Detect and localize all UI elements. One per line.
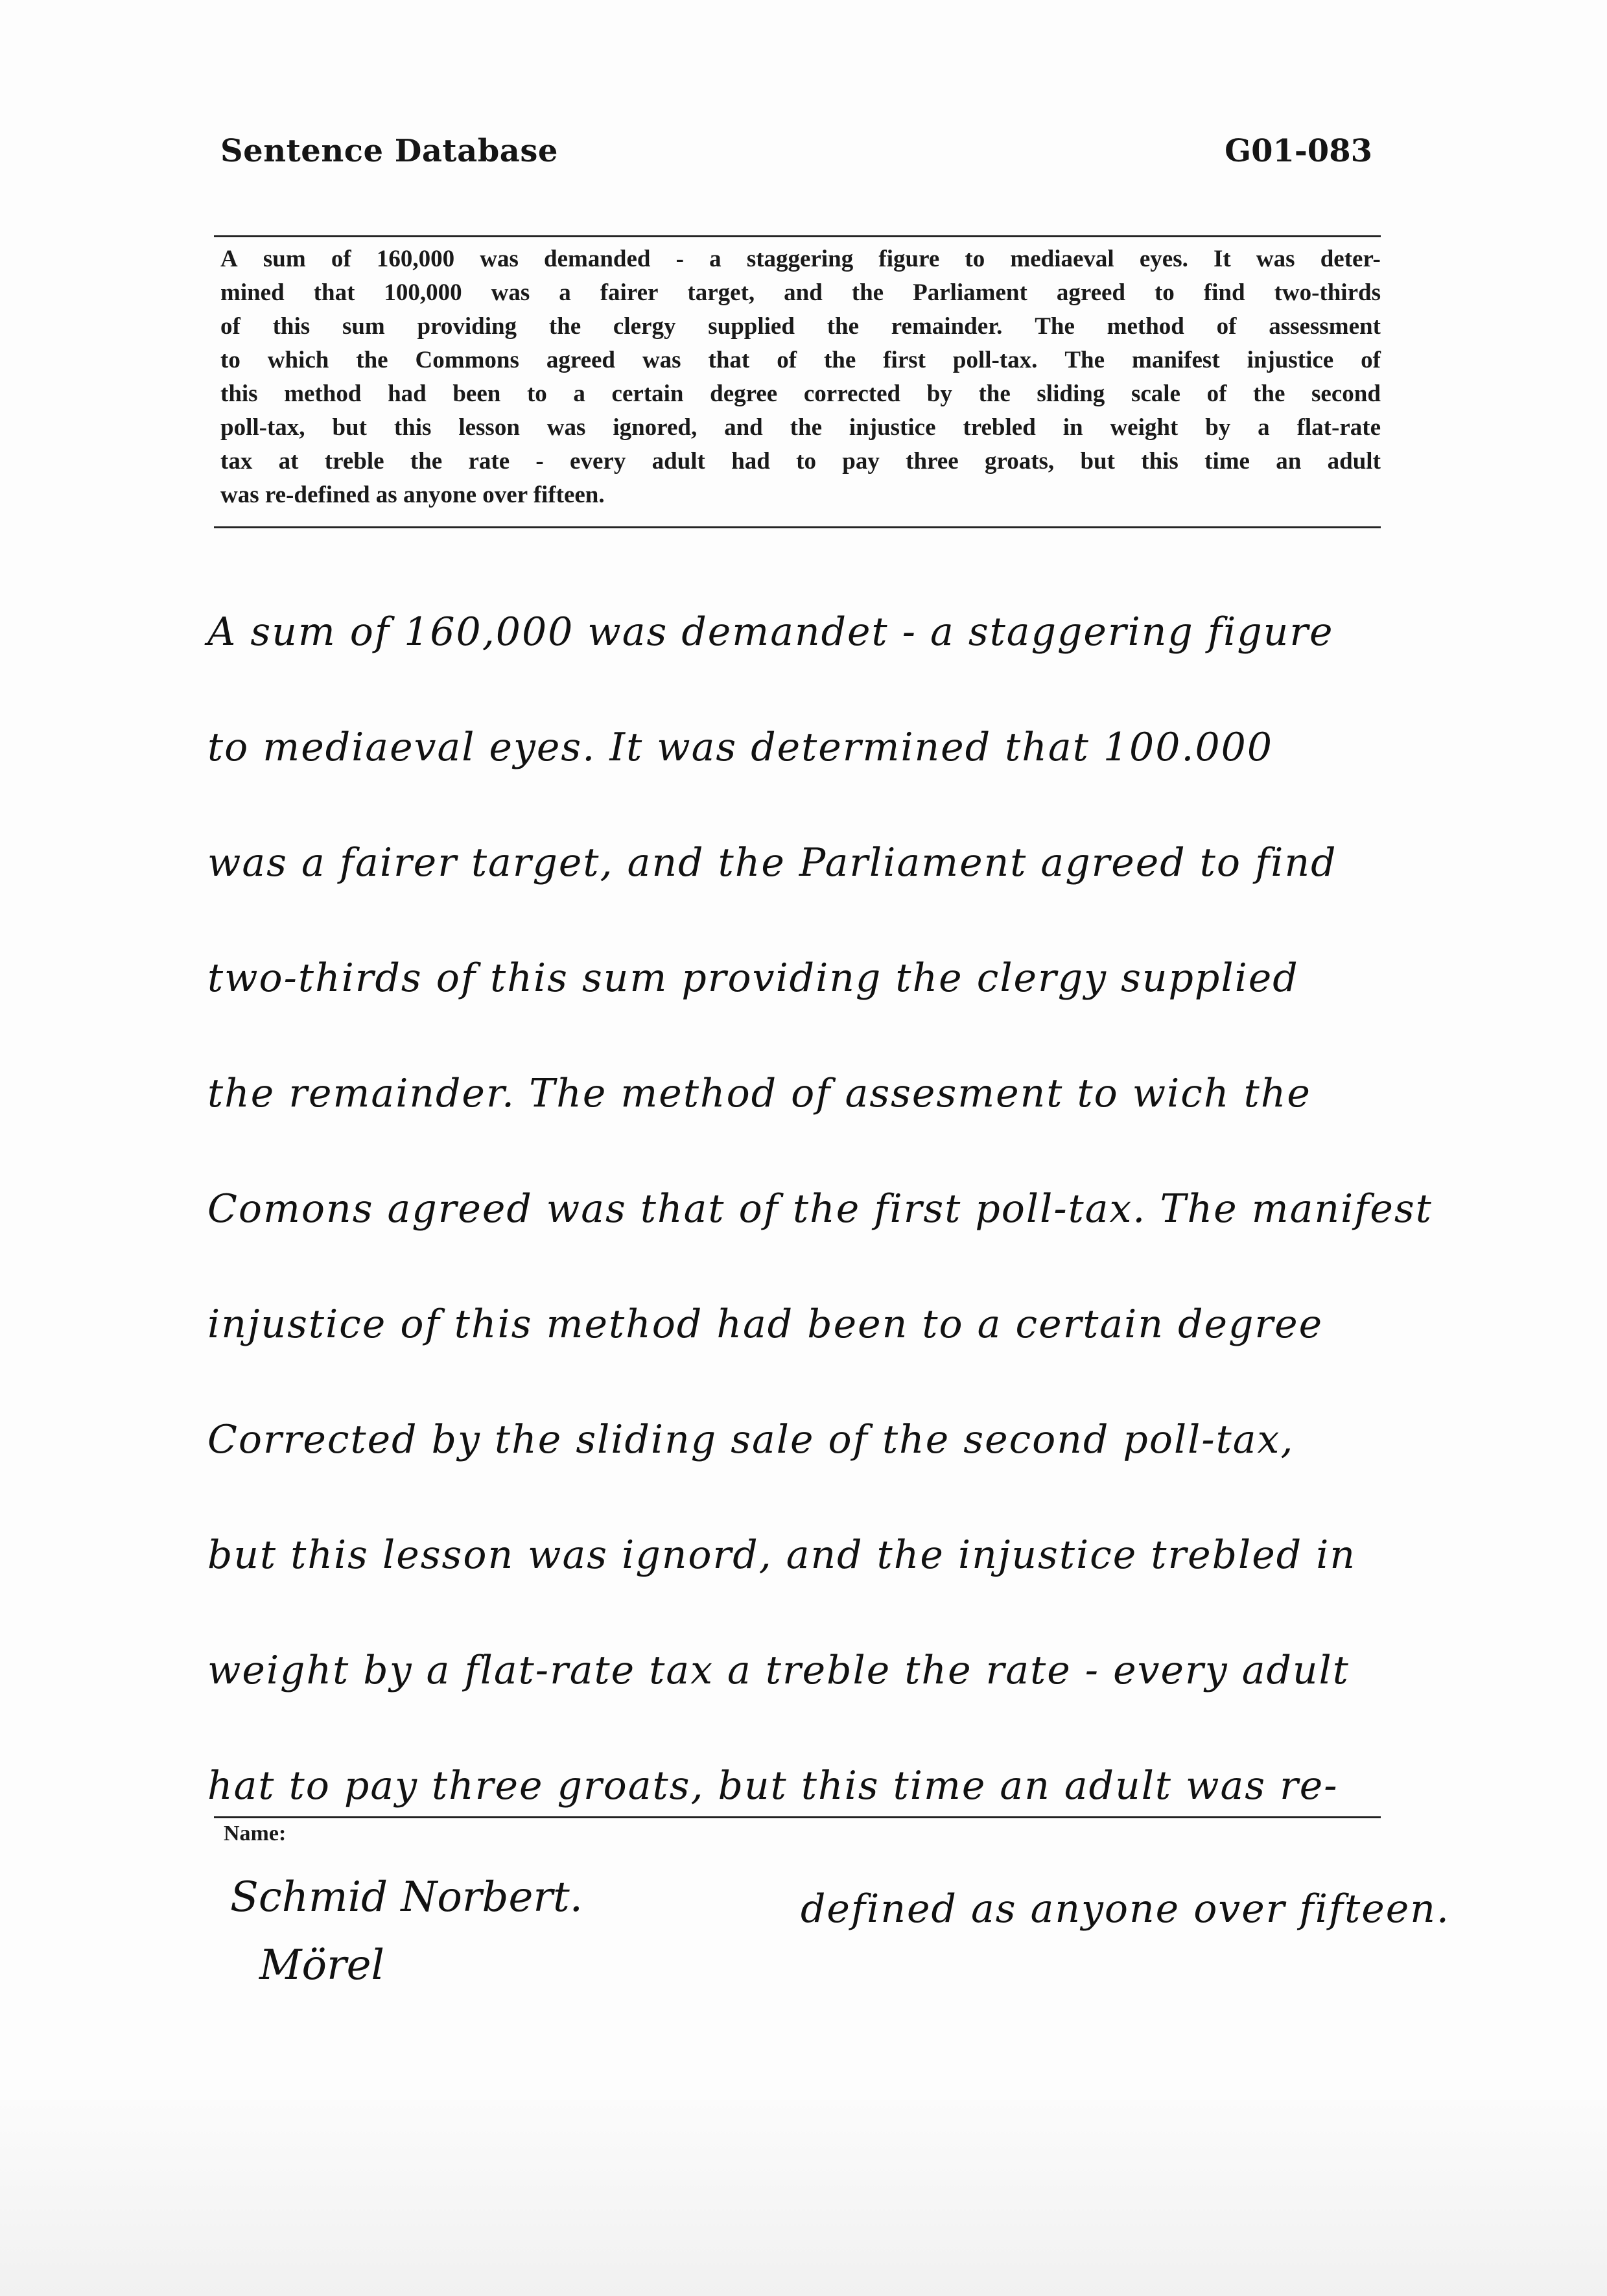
printed-word: target, — [687, 279, 755, 306]
printed-word: and — [784, 279, 823, 306]
printed-word: two-thirds — [1274, 279, 1381, 306]
printed-word: corrected — [803, 381, 901, 407]
printed-word: time — [1204, 448, 1250, 474]
printed-word: was — [546, 414, 586, 441]
printed-word: flat-rate — [1296, 414, 1381, 441]
printed-word: pay — [842, 448, 880, 474]
form-id: G01-083 — [1225, 133, 1372, 169]
printed-word: lesson — [458, 414, 520, 441]
printed-line — [220, 445, 1381, 478]
name-label: Name: — [224, 1822, 287, 1845]
printed-line — [220, 242, 1381, 276]
handwritten-line: the remainder. The method of assesment to wich the — [207, 1071, 1311, 1116]
printed-word: to — [526, 381, 547, 407]
printed-word: of — [1361, 347, 1381, 373]
printed-word: treble — [324, 448, 384, 474]
database-title: Sentence Database — [220, 133, 558, 169]
printed-word: and — [724, 414, 763, 441]
handwritten-line: hat to pay three groats, but this time an adult was re- — [207, 1763, 1339, 1809]
printed-word: of — [1206, 381, 1227, 407]
printed-word: was — [1256, 246, 1295, 272]
printed-word: agreed — [546, 347, 616, 373]
printed-word: to — [1154, 279, 1175, 306]
top-rule — [214, 235, 1381, 237]
printed-word: mined — [220, 279, 285, 306]
printed-word: sliding — [1037, 381, 1105, 407]
printed-word: was — [642, 347, 681, 373]
printed-line — [220, 411, 1381, 445]
printed-word: that — [708, 347, 750, 373]
printed-word: sum — [342, 313, 385, 340]
printed-word: of — [777, 347, 797, 373]
printed-word: Commons — [415, 347, 519, 373]
handwritten-line: injustice of this method had been to a certain degree — [207, 1302, 1324, 1347]
printed-word: A — [220, 246, 238, 272]
printed-word: a — [709, 246, 721, 272]
printed-word: a — [559, 279, 571, 306]
printed-word: of — [331, 246, 351, 272]
handwritten-line: two-thirds of this sum providing the clergy supplied — [207, 955, 1299, 1001]
printed-word: injustice — [1247, 347, 1334, 373]
printed-word: to — [220, 347, 240, 373]
printed-word: this — [272, 313, 311, 340]
printed-word: assessment — [1269, 313, 1381, 340]
printed-word: tax — [220, 448, 253, 474]
printed-word: eyes. — [1139, 246, 1188, 272]
printed-word: degree — [710, 381, 778, 407]
handwritten-line: but this lesson was ignord, and the injustice trebled in — [207, 1532, 1357, 1578]
printed-word: the — [851, 279, 884, 306]
printed-text-block — [220, 242, 1381, 512]
printed-word: ignored, — [613, 414, 698, 441]
printed-word: an — [1276, 448, 1302, 474]
scan-shade — [0, 2100, 1607, 2296]
signature-place: Mörel — [259, 1941, 384, 1989]
printed-word: a — [1258, 414, 1270, 441]
printed-word: but — [332, 414, 367, 441]
printed-word: second — [1311, 381, 1381, 407]
printed-word: this — [220, 381, 258, 407]
printed-word: Parliament — [913, 279, 1027, 306]
printed-word: fairer — [600, 279, 659, 306]
printed-word: the — [356, 347, 388, 373]
printed-word: - — [675, 246, 684, 272]
printed-word: method — [1107, 313, 1184, 340]
printed-word: the — [410, 448, 443, 474]
printed-word: mediaeval — [1010, 246, 1114, 272]
printed-word: agreed — [1056, 279, 1125, 306]
printed-word: which — [267, 347, 329, 373]
printed-word: three — [906, 448, 959, 474]
printed-word: staggering — [746, 246, 854, 272]
printed-word: The — [1064, 347, 1105, 373]
printed-word: that — [313, 279, 355, 306]
printed-word: sum — [263, 246, 306, 272]
printed-word: groats, — [984, 448, 1055, 474]
printed-word: of — [220, 313, 240, 340]
printed-word: the — [790, 414, 822, 441]
printed-word: providing — [417, 313, 517, 340]
printed-word: the — [827, 313, 860, 340]
printed-word: - — [535, 448, 544, 474]
printed-word: supplied — [708, 313, 795, 340]
printed-word: had — [388, 381, 427, 407]
printed-word: this — [393, 414, 432, 441]
handwritten-line: Comons agreed was that of the first poll-tax. The manifest — [207, 1186, 1433, 1232]
printed-word: injustice — [849, 414, 936, 441]
handwritten-line: weight by a flat-rate tax a treble the rate - every adult — [207, 1648, 1350, 1693]
printed-word: adult — [651, 448, 705, 474]
handwritten-line: Corrected by the sliding sale of the second poll-tax, — [207, 1417, 1295, 1462]
handwritten-line: to mediaeval eyes. It was determined that 100.000 — [207, 725, 1273, 770]
printed-word: adult — [1327, 448, 1381, 474]
printed-word: weight — [1110, 414, 1179, 441]
printed-word: the — [548, 313, 581, 340]
printed-word: a — [573, 381, 585, 407]
printed-line — [220, 310, 1381, 344]
printed-line — [220, 344, 1381, 377]
printed-word: by — [926, 381, 952, 407]
printed-word: this — [1141, 448, 1179, 474]
printed-word: figure — [878, 246, 940, 272]
printed-word: the — [823, 347, 856, 373]
bottom-rule — [214, 1816, 1381, 1818]
printed-word: deter- — [1320, 246, 1381, 272]
signature-name: Schmid Norbert. — [230, 1873, 583, 1921]
printed-word: to — [965, 246, 985, 272]
printed-word: 160,000 — [376, 246, 455, 272]
printed-word: to — [796, 448, 816, 474]
printed-word: find — [1203, 279, 1245, 306]
printed-word: poll-tax, — [220, 414, 305, 441]
printed-line: was re-defined as anyone over fifteen. — [220, 482, 605, 508]
printed-word: the — [978, 381, 1011, 407]
handwritten-line: A sum of 160,000 was demandet - a staggering figure — [207, 609, 1334, 655]
printed-word: trebled — [963, 414, 1036, 441]
printed-word: The — [1035, 313, 1075, 340]
printed-word: at — [278, 448, 299, 474]
printed-word: clergy — [613, 313, 676, 340]
printed-word: in — [1062, 414, 1083, 441]
printed-word: certain — [611, 381, 684, 407]
printed-word: every — [570, 448, 626, 474]
printed-word: of — [1216, 313, 1237, 340]
printed-word: first — [883, 347, 926, 373]
handwritten-line: was a fairer target, and the Parliament agreed to find — [207, 840, 1337, 885]
printed-line — [220, 276, 1381, 310]
printed-word: It — [1214, 246, 1231, 272]
printed-word: demanded — [544, 246, 651, 272]
printed-word: method — [284, 381, 362, 407]
middle-rule — [214, 526, 1381, 528]
handwritten-continuation: defined as anyone over fifteen. — [801, 1886, 1450, 1932]
printed-line — [220, 377, 1381, 411]
printed-word: was — [480, 246, 519, 272]
printed-word: but — [1080, 448, 1115, 474]
printed-word: by — [1205, 414, 1231, 441]
printed-word: rate — [468, 448, 510, 474]
printed-word: remainder. — [891, 313, 1003, 340]
printed-word: was — [491, 279, 530, 306]
printed-word: been — [452, 381, 501, 407]
printed-word: manifest — [1132, 347, 1220, 373]
printed-word: had — [731, 448, 770, 474]
printed-word: the — [1253, 381, 1285, 407]
printed-word: poll-tax. — [952, 347, 1038, 373]
printed-word: scale — [1131, 381, 1180, 407]
printed-word: 100,000 — [384, 279, 462, 306]
